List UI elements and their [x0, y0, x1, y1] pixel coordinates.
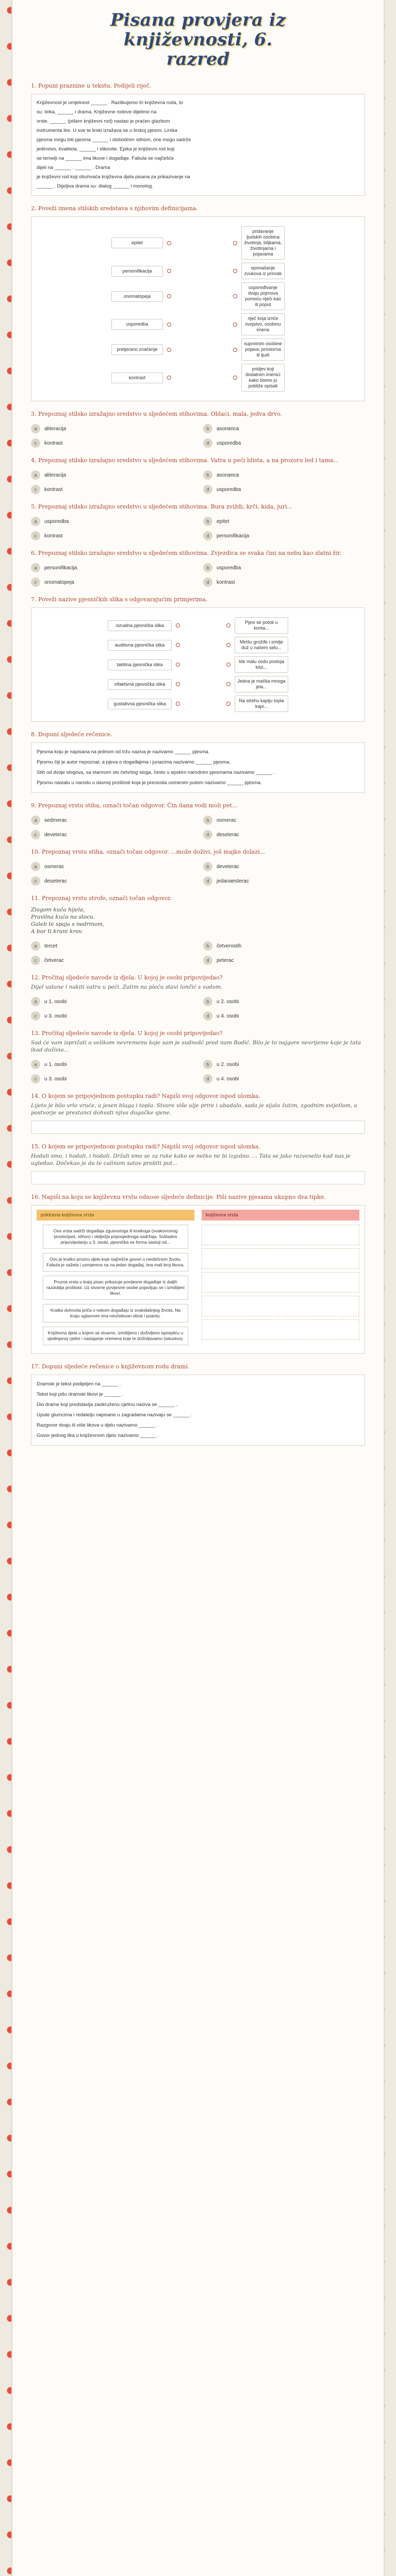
question-12: [31, 974, 365, 1021]
option-text: usporedba: [44, 518, 69, 524]
question-14: [31, 1093, 365, 1134]
option-letter: d: [203, 531, 212, 540]
answer-option[interactable]: [203, 830, 365, 839]
option-text: usporedba: [217, 565, 241, 571]
connector-dot[interactable]: [167, 294, 171, 298]
connector-dot[interactable]: [226, 643, 230, 647]
connector-dot[interactable]: [233, 269, 237, 273]
match-row: [37, 656, 359, 673]
question-10-title: 10. Prepoznaj vrstu stiha, označi točan odgovor. ...može doživi, još majke dolazi...: [31, 849, 266, 855]
option-letter: d: [203, 485, 212, 494]
connector-dot[interactable]: [167, 269, 171, 273]
match-example[interactable]: Mirišu grožđe i smilje duž u našem selu...: [235, 637, 288, 653]
option-letter: c: [31, 578, 40, 587]
option-text: tercet: [44, 943, 58, 949]
question-14-excerpt: Lijeto je bilo vrlo vruće, a jesen blaga i topla. Stvore više ulje prire i ubadalo, sada je sijalo žutim, zgodnim svijetlom, a postvorje se prestanci dohvati njiva dugačke sjene.: [31, 1103, 357, 1116]
answer-choices: [31, 814, 365, 839]
question-13-title: 13. Pročitaj sljedeće navode iz djela. U kojoj je osobi pripovijedao?: [31, 1030, 223, 1037]
question-1-title: 1. Popuni praznine u tekstu. Podijeli riječ.: [31, 82, 152, 89]
match-term[interactable]: usporedba: [111, 319, 163, 330]
match-example[interactable]: Na strehu kaplju topla kapi...: [235, 696, 288, 712]
option-letter: b: [203, 470, 212, 480]
match-connector[interactable]: [167, 348, 237, 352]
question-15-excerpt: Hodali smo, i hodali, i hodali. Držali smo se za ruke kako se netko ne bi izgubio. ... Tata se jako razveselio kad nas je ugledao. Dočekao je da te calinom satov probiti put...: [31, 1153, 351, 1166]
option-letter: a: [31, 424, 40, 433]
question-14-title: 14. O kojem se pripovjednom postupku radi? Napiši svoj odgovor ispod ulomka.: [31, 1093, 260, 1099]
answer-choices: [31, 939, 365, 965]
question-17: [31, 1363, 365, 1446]
answer-option[interactable]: [31, 531, 193, 540]
answer-textbox[interactable]: [31, 1121, 365, 1134]
question-2-title: 2. Poveži imena stilskih sredstava s njihovim definicijama.: [31, 205, 198, 212]
match-row: [37, 282, 359, 310]
question-8-title: 8. Dopuni sljedeće rečenice.: [31, 731, 112, 738]
connector-dot[interactable]: [233, 323, 237, 327]
worksheet-page: [12, 0, 384, 2576]
match-row: [37, 364, 359, 392]
option-text: sedmerac: [44, 817, 67, 823]
question-16-panel: [31, 1205, 365, 1354]
answer-option[interactable]: [203, 956, 365, 965]
answer-option[interactable]: [31, 956, 193, 965]
option-letter: b: [203, 517, 212, 526]
option-text: deveterac: [217, 863, 239, 870]
question-5: [31, 503, 365, 540]
question-6-title: 6. Prepoznaj stilsko izražajno sredstvo u sljedećem stihovima. Zvjezdica se svaka čini na nebu kao zlatni žir.: [31, 550, 342, 556]
answer-option[interactable]: [31, 830, 193, 839]
fill-line: Upute glumcima i redatelju napisane u zagradama nazivaju se ______ .: [37, 1412, 192, 1418]
fill-line: vrste. ______ (pišem književni rod) nastao je praćen glazbom: [37, 118, 170, 124]
sort-column-a: [37, 1210, 194, 1349]
match-row: [37, 313, 359, 335]
match-connector[interactable]: [167, 269, 237, 273]
match-connector[interactable]: [176, 682, 230, 686]
match-term[interactable]: gustativna pjesnička slika: [108, 699, 172, 709]
connector-dot[interactable]: [176, 663, 180, 667]
fill-line: Stih od dvoje slogova, sa starinom sto četvrtog sloga, često u epskim narodnim pjesmama nazivamo ______ .: [37, 770, 275, 775]
match-term[interactable]: olfaktivna pjesnička slika: [108, 679, 172, 690]
question-16-title: 16. Napiši na koju se književnu vrstu odnose sljedeće definicije. Piši nazive pjesama ukupno dva tipke.: [31, 1194, 326, 1200]
question-17-title: 17. Dopuni sljedeće rečenice o književnom rodu drami.: [31, 1363, 190, 1370]
answer-option[interactable]: [31, 517, 193, 526]
question-4: [31, 457, 365, 494]
answer-option[interactable]: [203, 941, 365, 951]
answer-option[interactable]: [203, 1011, 365, 1021]
connector-dot[interactable]: [176, 702, 180, 706]
option-text: personifikacija: [44, 565, 77, 571]
option-text: četverac: [44, 957, 64, 963]
option-letter: c: [31, 956, 40, 965]
answer-choices: [31, 422, 365, 448]
option-letter: c: [31, 485, 40, 494]
question-12-title: 12. Pročitaj sljedeće navode iz djela. U kojoj je osobi pripovijedao?: [31, 974, 223, 981]
answer-choices: [31, 995, 365, 1021]
answer-option[interactable]: [203, 438, 365, 448]
question-17-panel: [31, 1375, 365, 1446]
answer-option[interactable]: [31, 485, 193, 494]
question-4-title: 4. Prepoznaj stilsko izražajno sredstvo u sljedećem stihovima. Vatra u peći blista, a na prozoru led i tama...: [31, 457, 339, 464]
option-letter: a: [31, 470, 40, 480]
match-connector[interactable]: [167, 241, 237, 245]
match-definition[interactable]: pridavanje ljudskih osobina životinja, biljkama, životinjama i pojavama: [241, 226, 285, 260]
answer-option[interactable]: [31, 1011, 193, 1021]
option-text: kontrast: [217, 579, 235, 585]
option-text: onomatopeja: [44, 579, 74, 585]
match-definition[interactable]: pridjev koji dodatnim imenici kako bismo ju pobliže opisali: [241, 364, 285, 392]
match-example[interactable]: Ide malu vodu postoja klizi...: [235, 656, 288, 673]
option-text: epitet: [217, 518, 229, 524]
question-2-panel: [31, 216, 365, 401]
sort-column-header: književna vrsta: [202, 1210, 359, 1221]
answer-option[interactable]: [203, 816, 365, 825]
answer-option[interactable]: [203, 876, 365, 886]
match-row: [37, 676, 359, 692]
option-text: deveterac: [44, 832, 67, 838]
question-13-excerpt: Sad će vam ispričati o velikom nevremenu koje sam je sudnošć pred nam Bodić. Bilo je to najgore nevrijeme koje je tata ikad doživio...: [31, 1040, 361, 1053]
connector-dot[interactable]: [176, 682, 180, 686]
option-text: osmerac: [44, 863, 64, 870]
option-letter: c: [31, 1011, 40, 1021]
fill-line: Dramski je tekst podijeljen na ______ .: [37, 1381, 121, 1387]
answer-option[interactable]: [203, 997, 365, 1006]
match-row: [37, 338, 359, 361]
match-term[interactable]: onomatopeja: [111, 291, 163, 302]
connector-dot[interactable]: [233, 348, 237, 352]
match-row: [37, 617, 359, 634]
answer-option[interactable]: [203, 862, 365, 871]
option-letter: a: [31, 563, 40, 572]
fill-line: Pjesmu nastalu u narodu u davnoj prošlosti koja je prenosila usmenim putem nazivamo ______ pjesma.: [37, 780, 262, 786]
connector-dot[interactable]: [233, 241, 237, 245]
sort-column-b: [202, 1210, 359, 1349]
answer-choices: [31, 1058, 365, 1083]
match-term[interactable]: taktilna pjesnička slika: [108, 659, 172, 670]
question-7-title: 7. Poveži nazive pjesničkih slika s odgovarajućim primjerima.: [31, 596, 208, 603]
poem-line: A bor ti kruni krov.: [31, 928, 83, 935]
fill-line: je književni rod koji obuhvaća književna djela pisana za prikazivanje na: [37, 174, 190, 180]
answer-option[interactable]: [31, 997, 193, 1006]
option-letter: b: [203, 816, 212, 825]
question-9: [31, 802, 365, 839]
fill-line: Pjesma koju je napisana na jednom od tržu naziva je nazivamo ______ pjesma.: [37, 749, 210, 755]
question-1: [31, 82, 365, 196]
option-letter: c: [31, 438, 40, 448]
match-term[interactable]: personifikacija: [111, 266, 163, 277]
answer-option[interactable]: [31, 470, 193, 480]
question-13: [31, 1030, 365, 1083]
option-letter: d: [203, 1074, 212, 1083]
answer-textbox[interactable]: [31, 1171, 365, 1184]
question-6: [31, 550, 365, 587]
option-text: asonanca: [217, 426, 239, 432]
question-5-title: 5. Prepoznaj stilsko izražajno sredstvo u sljedećem stihovima. Bura zviždi, krči, kida, juri...: [31, 503, 292, 510]
match-connector[interactable]: [176, 623, 230, 628]
answer-option[interactable]: [31, 578, 193, 587]
answer-option[interactable]: [31, 876, 193, 886]
answer-option[interactable]: [203, 1060, 365, 1069]
poem-line: Pravilna kuća na stocu.: [31, 914, 95, 920]
answer-option[interactable]: [203, 517, 365, 526]
option-letter: d: [203, 830, 212, 839]
fill-line: Tekst koji pišu dramski likovi je ______ .: [37, 1392, 124, 1397]
question-2: [31, 205, 365, 401]
question-12-excerpt: Dijel ustane i nakiti vatru u peći. Zatim na pleću stavi lončić s vodom.: [31, 984, 223, 990]
poem-line: Zlogom kuća hijela,: [31, 907, 85, 913]
option-text: jedanaesterac: [217, 878, 249, 884]
match-connector[interactable]: [167, 376, 237, 380]
fill-line: dijeli na ______ . ______ . Drama: [37, 165, 110, 171]
drop-zone[interactable]: [202, 1272, 359, 1293]
drop-zone[interactable]: [202, 1319, 359, 1340]
option-letter: a: [31, 517, 40, 526]
answer-option[interactable]: [203, 485, 365, 494]
definition-card[interactable]: Ovo je kratko prozno djelo koje najčešće govori o neobičnom životu. Fabula je sažeta i usmjerena na na jedan događaj, ima mali broj likova.: [43, 1253, 188, 1272]
definition-card[interactable]: Književna djela u kojem se stvarno, izmišljeno i doživljeno isprepliću u sjedinjenoj cjelini i nastajanje vremena koje te doživljavamo (iskustvo).: [43, 1327, 188, 1345]
option-text: kontrast: [44, 533, 63, 539]
option-text: u 2. osobi: [217, 1061, 239, 1067]
option-letter: b: [203, 563, 212, 572]
match-connector[interactable]: [176, 643, 230, 647]
option-letter: d: [203, 578, 212, 587]
option-text: četverostih: [217, 943, 242, 949]
match-row: [37, 226, 359, 260]
option-text: u 2. osobi: [217, 998, 239, 1005]
question-9-title: 9. Prepoznaj vrstu stiha, označi točan odgovor. Čin dana vodi moli pet...: [31, 802, 238, 809]
fill-line: se temelji na ______ ima likove i događaje. Fabula se najčešće: [37, 156, 174, 161]
option-letter: a: [31, 1060, 40, 1069]
answer-option[interactable]: [31, 816, 193, 825]
connector-dot[interactable]: [226, 682, 230, 686]
answer-option[interactable]: [203, 531, 365, 540]
option-text: u 4. osobi: [217, 1076, 239, 1082]
match-example[interactable]: Pjevi se potok u korita...: [235, 617, 288, 634]
question-15: [31, 1143, 365, 1184]
option-letter: d: [203, 876, 212, 886]
connector-dot[interactable]: [233, 294, 237, 298]
match-connector[interactable]: [167, 294, 237, 298]
connector-dot[interactable]: [176, 623, 180, 628]
match-row: [37, 696, 359, 712]
match-term[interactable]: kontrast: [111, 372, 163, 383]
option-text: deseterac: [217, 832, 239, 838]
question-3: [31, 411, 365, 448]
sort-grid: [37, 1210, 359, 1349]
match-example[interactable]: Jedna je mačka mnoga jela...: [235, 676, 288, 692]
answer-option[interactable]: [203, 563, 365, 572]
match-row: [37, 263, 359, 279]
match-connector[interactable]: [176, 663, 230, 667]
option-letter: d: [203, 438, 212, 448]
definition-card[interactable]: Ova vrsta sadrži događaja zgusnutoga ili kratkoga (svakovrsnog prostorijast, stihov) i obilježja priposjednoga sadržaja. Sukladno pripovijedanju u 3. osobi, pjesnička se forma sastoji od...: [43, 1225, 188, 1249]
connector-dot[interactable]: [167, 348, 171, 352]
answer-choices: [31, 860, 365, 886]
fill-line: su: lirika, ______ i drama. Književne rodove dijelimo na: [37, 109, 157, 115]
option-text: u 1. osobi: [44, 1061, 67, 1067]
match-connector[interactable]: [176, 702, 230, 706]
answer-option[interactable]: [31, 1074, 193, 1083]
answer-option[interactable]: [31, 941, 193, 951]
option-letter: c: [31, 1074, 40, 1083]
option-letter: a: [31, 997, 40, 1006]
answer-option[interactable]: [31, 424, 193, 433]
fill-line: jedinstvo, kvaliteta, ______ i slikovite. Epika je književni rod koji: [37, 146, 175, 152]
match-term[interactable]: epitet: [111, 238, 163, 248]
poem-excerpt: [31, 906, 365, 935]
question-10: [31, 849, 365, 886]
option-text: usporedba: [217, 440, 241, 446]
answer-option[interactable]: [31, 862, 193, 871]
drop-zone[interactable]: [202, 1225, 359, 1245]
question-3-title: 3. Prepoznaj stilsko izražajno sredstvo u sljedećem stihovima. Oblaci, mala, jedva drvo.: [31, 411, 283, 417]
answer-option[interactable]: [203, 470, 365, 480]
match-term[interactable]: pretjerano značenje: [111, 344, 163, 355]
fill-line: Pjesmu čiji je autor nepoznat, a pjeva o događajima i junacima nazivamo ______ pjesma.: [37, 759, 230, 765]
option-text: u 3. osobi: [44, 1013, 67, 1019]
option-text: aliteracija: [44, 426, 67, 432]
option-text: usporedba: [217, 486, 241, 493]
fill-line: ______ . Dijeljiva drama su: dialog ______ i monolog.: [37, 183, 154, 189]
match-definition[interactable]: oponašanje zvukova iz prirode: [241, 263, 285, 279]
connector-dot[interactable]: [167, 241, 171, 245]
sort-column-header: pokićena književna vrsta: [37, 1210, 194, 1221]
question-8: [31, 731, 365, 793]
question-1-panel: [31, 94, 365, 196]
fill-line: Književnost je umjetnost ______ . Razlikujemo tri književna roda, to: [37, 100, 184, 106]
option-text: osmerac: [217, 817, 237, 823]
match-definition[interactable]: uspoređivanje dvaju pojmova pomoću riječi kao ili poput: [241, 282, 285, 310]
answer-option[interactable]: [31, 563, 193, 572]
option-letter: b: [203, 862, 212, 871]
connector-dot[interactable]: [176, 643, 180, 647]
option-letter: b: [203, 941, 212, 951]
match-definition[interactable]: suprotnim osobine pojava, prostorna ili ljudi: [241, 338, 285, 361]
answer-choices: [31, 515, 365, 540]
option-letter: a: [31, 862, 40, 871]
option-letter: c: [31, 531, 40, 540]
option-letter: b: [203, 424, 212, 433]
option-letter: d: [203, 1011, 212, 1021]
match-definition[interactable]: riječ koja izriče svojstvo, osobinu imena: [241, 313, 285, 335]
fill-line: Razgovor dvaju ili više likova u djelu nazivamo ______ .: [37, 1422, 158, 1428]
question-7-panel: [31, 607, 365, 722]
connector-dot[interactable]: [226, 623, 230, 628]
poem-line: Galeb te spaja s nedrinom,: [31, 921, 105, 927]
option-text: personifikacija: [217, 533, 250, 539]
connector-dot[interactable]: [167, 323, 171, 327]
option-letter: a: [31, 941, 40, 951]
option-letter: b: [203, 1060, 212, 1069]
question-7: [31, 596, 365, 722]
question-15-title: 15. O kojem se pripovjednom postupku radi? Napiši svoj odgovor ispod ulomka.: [31, 1143, 260, 1150]
option-text: u 3. osobi: [44, 1076, 67, 1082]
drop-zone[interactable]: [202, 1248, 359, 1269]
option-text: kontrast: [44, 440, 63, 446]
option-text: u 4. osobi: [217, 1013, 239, 1019]
connector-dot[interactable]: [233, 376, 237, 380]
drop-zone[interactable]: [202, 1296, 359, 1316]
page-title: Pisana provjera iz književnosti, 6. razred: [110, 10, 286, 70]
answer-option[interactable]: [203, 578, 365, 587]
question-11-title: 11. Prepoznaj vrstu strofe, označi točan odgovor.: [31, 895, 172, 902]
option-letter: a: [31, 816, 40, 825]
definition-card[interactable]: Kratka duhovita priča o nekom događaju iz svakidašnjeg života. Na kraju uglavnom ima neočekivan obrat i poantu.: [43, 1304, 188, 1323]
fill-line: Dio drame koji predstavlja zaokruženu cjelinu naziva se ______ .: [37, 1402, 178, 1408]
option-text: deseterac: [44, 878, 67, 884]
question-11: [31, 895, 365, 965]
connector-dot[interactable]: [226, 663, 230, 667]
connector-dot[interactable]: [226, 702, 230, 706]
match-connector[interactable]: [167, 323, 237, 327]
answer-choices: [31, 561, 365, 587]
match-row: [37, 637, 359, 653]
definition-card[interactable]: Prozna vrsta u kojoj pisac prikazuje povijesne događaje iz daljih razdoblja prošlosti. Uz stvarne povijesne osobe pojavljuju se i izmišljeni likovi.: [43, 1276, 188, 1300]
match-term[interactable]: auditivna pjesnička slika: [108, 640, 172, 651]
option-text: u 1. osobi: [44, 998, 67, 1005]
question-8-panel: [31, 742, 365, 793]
option-text: peterac: [217, 957, 234, 963]
option-letter: c: [31, 876, 40, 886]
option-text: aliteracija: [44, 472, 67, 478]
fill-line: pjesma mogu biti pjesma ______ i slobodnim stihom, one mogu sadrže: [37, 137, 191, 143]
option-text: asonanca: [217, 472, 239, 478]
option-letter: c: [31, 830, 40, 839]
option-letter: d: [203, 956, 212, 965]
question-16: [31, 1194, 365, 1354]
option-letter: b: [203, 997, 212, 1006]
fill-line: instrumenta lire. U sve te lirski izražava se u lirskoj pjesmi. Lirska: [37, 128, 177, 133]
match-term[interactable]: vizualna pjesnička slika: [108, 620, 172, 631]
title-box: [100, 7, 296, 74]
fill-line: Govor jednog lika u književnom djelu nazivamo ______ .: [37, 1433, 159, 1438]
answer-option[interactable]: [203, 1074, 365, 1083]
option-text: kontrast: [44, 486, 63, 493]
connector-dot[interactable]: [167, 376, 171, 380]
answer-option[interactable]: [203, 424, 365, 433]
answer-choices: [31, 468, 365, 494]
answer-option[interactable]: [31, 438, 193, 448]
answer-option[interactable]: [31, 1060, 193, 1069]
